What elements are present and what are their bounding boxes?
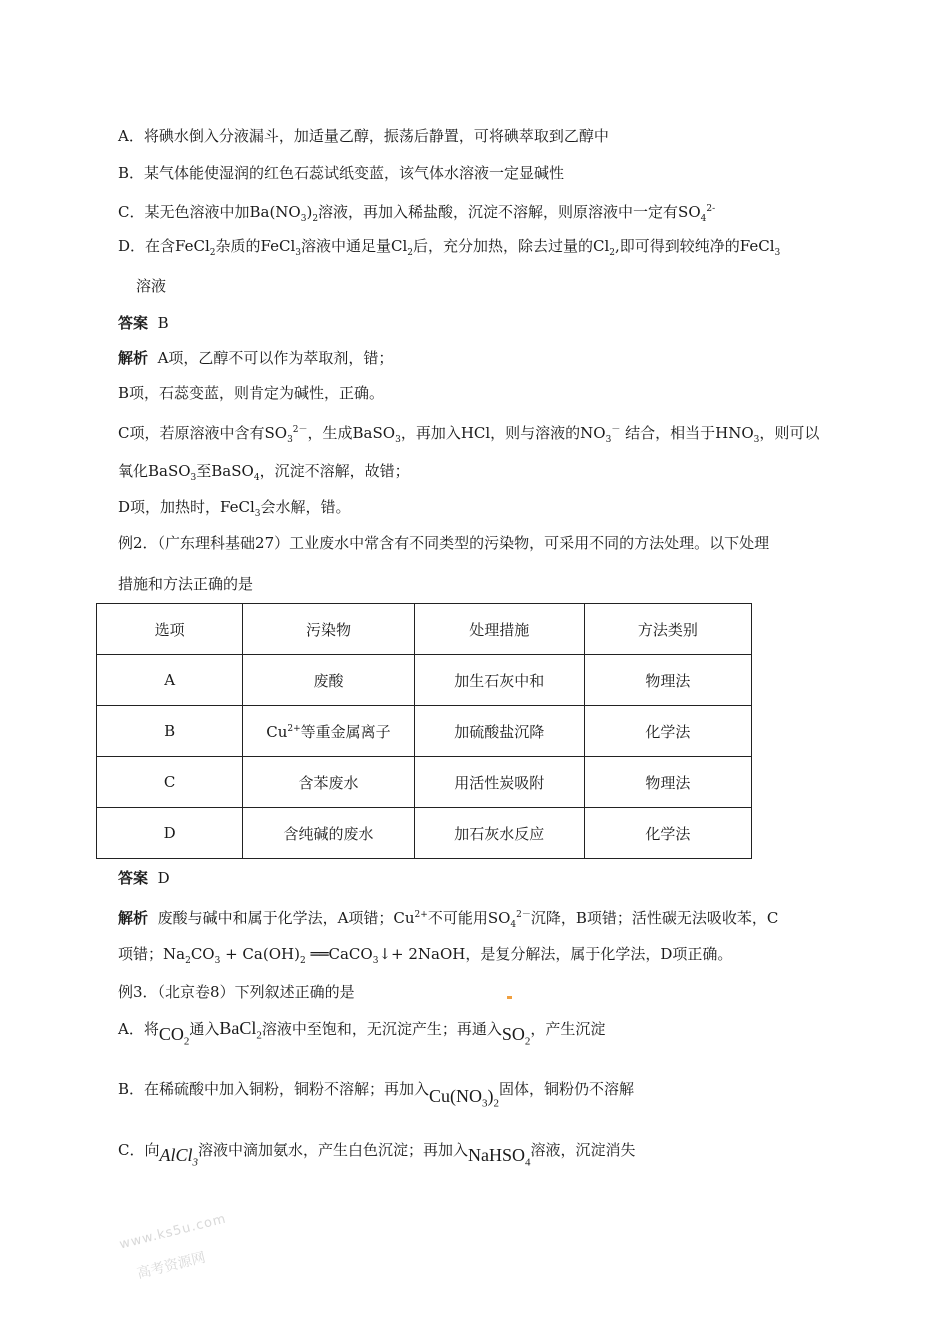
- table-row: [97, 808, 752, 859]
- cell-category: 物理法: [584, 655, 751, 706]
- cell-measure: 加硫酸盐沉降: [414, 706, 584, 757]
- example-3-option-c: C．向AlCl$_3$溶液中滴加氨水，产生白色沉淀；再加入NaHSO$_4$溶液，沉淀消失: [118, 1141, 636, 1169]
- example-2-question-line-2: 措施和方法正确的是: [118, 575, 254, 593]
- table-row: [97, 655, 752, 706]
- option-d-continued: 溶液: [136, 277, 167, 295]
- option-c: C．某无色溶液中加$Ba(NO_3)_2$溶液，再加入稀盐酸，沉淀不溶解，则原溶液中一定有$SO_4^{2-}$: [118, 203, 716, 224]
- answer-1: 答案 B: [118, 314, 169, 332]
- analysis-2-line-2: 项错；$Na_2CO_3 + Ca(OH)_2$ ══CaCO$_3$↓+ 2NaOH，是复分解法，属于化学法，D项正确。: [118, 945, 733, 966]
- option-a: A．将碘水倒入分液漏斗，加适量乙醇，振荡后静置，可将碘萃取到乙醇中: [118, 127, 609, 145]
- option-d: D．在含FeCl$_2$杂质的FeCl$_3$溶液中通足量$Cl_2$后，充分加热，除去过量的$Cl_2$,即可得到较纯净的FeCl$_3$: [118, 237, 781, 258]
- cell-measure: 加生石灰中和: [414, 655, 584, 706]
- cell-measure: 用活性炭吸附: [414, 757, 584, 808]
- table-row: [97, 706, 752, 757]
- header-pollutant: 污染物: [243, 604, 414, 655]
- cell-category: 化学法: [584, 706, 751, 757]
- cell-option: C: [97, 757, 243, 808]
- cell-pollutant: 含苯废水: [243, 757, 414, 808]
- watermark: [118, 1211, 236, 1285]
- cell-option: A: [97, 655, 243, 706]
- analysis-2-line-1: 解析 废酸与碱中和属于化学法，A项错；$Cu^{2+}$不可能用$SO_4^{2-}$沉降，B项错；活性碳无法吸收苯，C: [118, 909, 779, 930]
- analysis-1-line-5: D项，加热时，FeCl$_3$会水解，错。: [118, 498, 351, 519]
- cell-pollutant: 废酸: [243, 655, 414, 706]
- option-b: B．某气体能使湿润的红色石蕊试纸变蓝，该气体水溶液一定显碱性: [118, 164, 565, 182]
- table-row: [97, 757, 752, 808]
- cell-option: D: [97, 808, 243, 859]
- header-category: 方法类别: [584, 604, 751, 655]
- watermark-text: 高考资源网: [135, 1249, 208, 1283]
- cell-pollutant: $Cu^{2+}$等重金属离子: [243, 706, 414, 757]
- treatment-table: [96, 603, 752, 859]
- analysis-1-line-3: C项，若原溶液中含有$SO_3^{2-}$，生成BaSO$_3$，再加入HCl，则与溶液的$NO_3^-$ 结合，相当于$HNO_3$，则可以: [118, 424, 820, 445]
- analysis-1-line-2: B项，石蕊变蓝，则肯定为碱性，正确。: [118, 384, 385, 402]
- header-measure: 处理措施: [414, 604, 584, 655]
- example-3-title: 例3．（北京卷8）下列叙述正确的是: [118, 983, 355, 1001]
- analysis-1-line-4: 氧化BaSO$_3$至BaSO$_4$，沉淀不溶解，故错；: [118, 462, 410, 483]
- example-2-question-line-1: 例2．（广东理科基础27）工业废水中常含有不同类型的污染物，可采用不同的方法处理。以下处理: [118, 534, 770, 552]
- header-option: 选项: [97, 604, 243, 655]
- example-3-option-b: B．在稀硫酸中加入铜粉，铜粉不溶解；再加入$Cu(NO_3)_2$固体，铜粉仍不溶解: [118, 1080, 635, 1110]
- stray-mark: [507, 996, 512, 999]
- answer-2: 答案 D: [118, 869, 170, 887]
- table-header-row: [97, 604, 752, 655]
- cell-pollutant: 含纯碱的废水: [243, 808, 414, 859]
- cell-category: 化学法: [584, 808, 751, 859]
- analysis-1-line-1: 解析 A项，乙醇不可以作为萃取剂，错；: [118, 349, 394, 367]
- watermark-url: www.ks5u.com: [118, 1211, 228, 1253]
- example-3-option-a: A．将$CO_2$通入BaCl$_2$溶液中至饱和，无沉淀产生；再通入$SO_2$，产生沉淀: [118, 1018, 606, 1048]
- cell-category: 物理法: [584, 757, 751, 808]
- cell-measure: 加石灰水反应: [414, 808, 584, 859]
- cell-option: B: [97, 706, 243, 757]
